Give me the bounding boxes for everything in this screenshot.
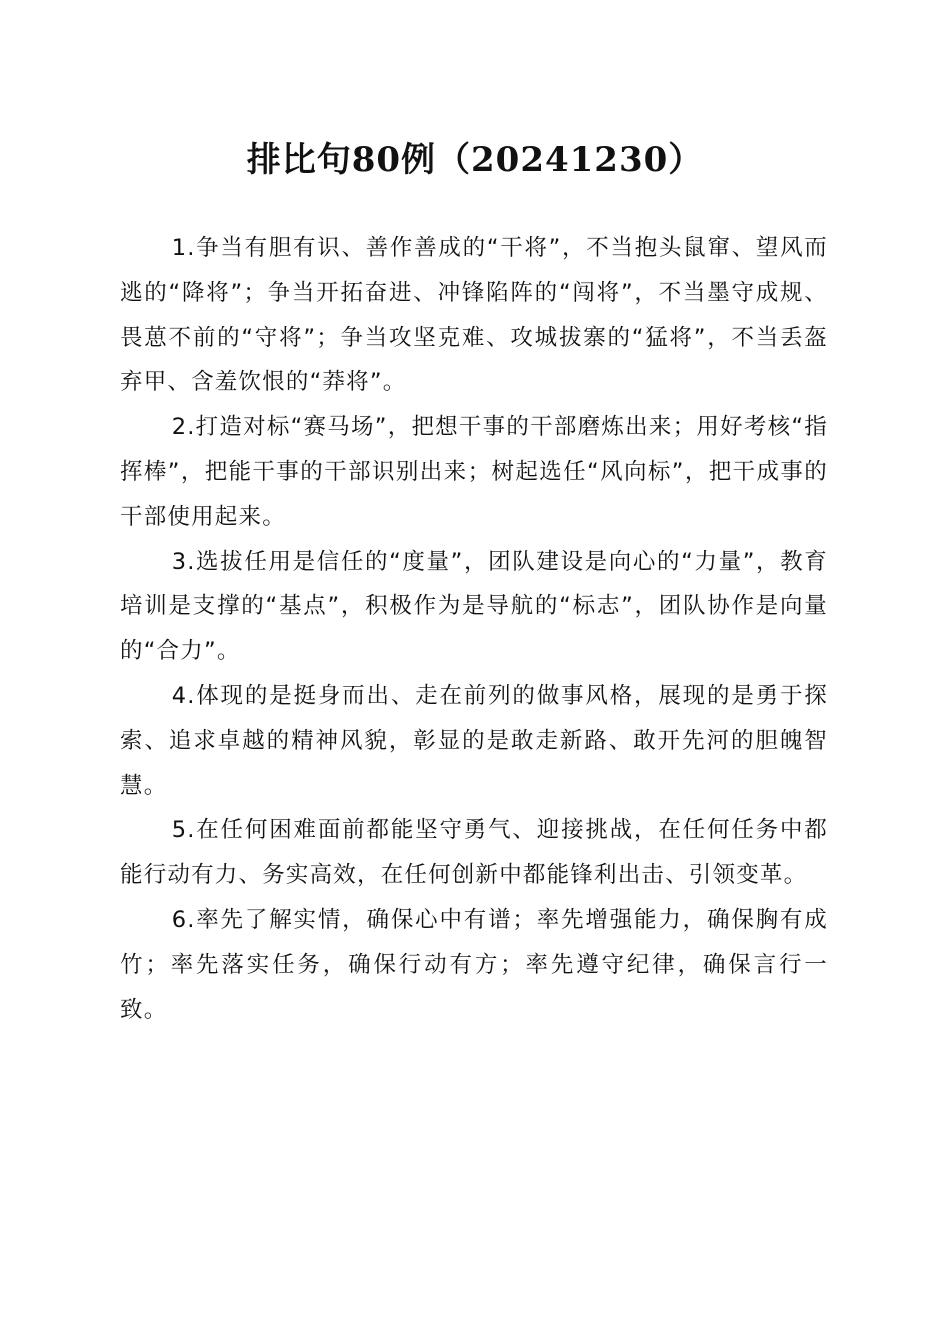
paragraph-6: 6.率先了解实情，确保心中有谱；率先增强能力，确保胸有成竹；率先落实任务，确保行动有方；率先遵守纪律，确保言行一致。 <box>120 906 828 1023</box>
document-body <box>120 226 828 1032</box>
paragraph-2: 2.打造对标“赛马场”，把想干事的干部磨炼出来；用好考核“指挥棒”，把能干事的干部识别出来；树起选任“风向标”，把干成事的干部使用起来。 <box>120 414 828 530</box>
paragraph-1: 1.争当有胆有识、善作善成的“干将”，不当抱头鼠窜、望风而逃的“降将”；争当开拓奋进、冲锋陷阵的“闯将”，不当墨守成规、畏葸不前的“守将”；争当攻坚克难、攻城拔寨的“猛将”，不当丢盔弃甲、含羞饮恨的“莽将”。 <box>120 235 828 396</box>
document-title: 排比句80例（20241230） <box>246 140 704 180</box>
paragraph-3: 3.选拔任用是信任的“度量”，团队建设是向心的“力量”，教育培训是支撑的“基点”，积极作为是导航的“标志”，团队协作是向量的“合力”。 <box>120 548 828 665</box>
paragraph-5: 5.在任何困难面前都能坚守勇气、迎接挑战，在任何任务中都能行动有力、务实高效，在任何创新中都能锋利出击、引领变革。 <box>120 817 828 889</box>
paragraph-4: 4.体现的是挺身而出、走在前列的做事风格，展现的是勇于探索、追求卓越的精神风貌，彰显的是敢走新路、敢开先河的胆魄智慧。 <box>120 682 828 799</box>
